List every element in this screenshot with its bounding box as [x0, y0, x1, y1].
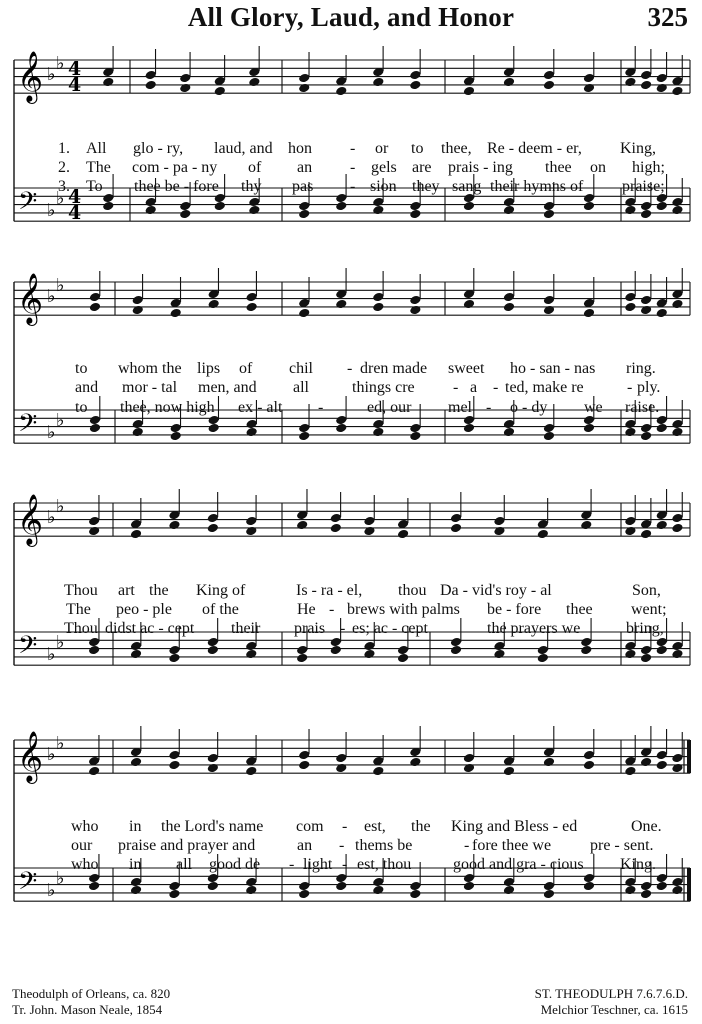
lyric-verse-1-line-3: Thou art the King of Is - ra - el, thou Da - vid's roy - al Son,: [64, 582, 661, 599]
note-head: [543, 431, 555, 442]
lyric-verse-2-line-1: 2. The com - pa - ny of an - gels are prais - ing thee on high;: [58, 159, 665, 176]
note-head: [102, 77, 114, 88]
note-head: [463, 423, 475, 434]
note-head: [493, 526, 505, 537]
note-head: [409, 80, 421, 91]
note-head: [179, 83, 191, 94]
note-head: [463, 201, 475, 212]
composer: Melchior Teschner, ca. 1615: [540, 1002, 688, 1017]
note-head: [503, 427, 515, 438]
note-head: [89, 423, 101, 434]
note-head: [245, 766, 257, 777]
note-head: [132, 305, 144, 316]
note-head: [503, 77, 515, 88]
bass-clef-icon: 𝄢: [18, 409, 38, 444]
hymn-number: 325: [647, 2, 688, 32]
note-head: [130, 885, 142, 896]
note-head: [640, 889, 652, 900]
note-head: [543, 80, 555, 91]
note-head: [640, 431, 652, 442]
note-head: [372, 205, 384, 216]
note-head: [671, 86, 683, 97]
time-signature: 4: [68, 74, 82, 96]
note-head: [179, 209, 191, 220]
note-head: [168, 520, 180, 531]
note-head: [335, 763, 347, 774]
note-head: [409, 431, 421, 442]
note-head: [624, 205, 636, 216]
note-head: [330, 523, 342, 534]
note-head: [207, 423, 219, 434]
note-head: [330, 645, 342, 656]
note-head: [214, 86, 226, 97]
note-head: [640, 529, 652, 540]
note-head: [640, 653, 652, 664]
note-head: [503, 885, 515, 896]
flat-icon: ♭: [47, 200, 56, 221]
note-head: [409, 209, 421, 220]
note-head: [130, 649, 142, 660]
note-head: [583, 423, 595, 434]
note-head: [88, 645, 100, 656]
note-head: [363, 526, 375, 537]
note-head: [170, 308, 182, 319]
note-head: [298, 760, 310, 771]
note-head: [463, 299, 475, 310]
note-head: [372, 77, 384, 88]
note-head: [245, 427, 257, 438]
note-head: [168, 889, 180, 900]
note-head: [624, 302, 636, 313]
note-head: [397, 653, 409, 664]
note-head: [583, 881, 595, 892]
note-head: [245, 885, 257, 896]
note-head: [88, 766, 100, 777]
note-head: [583, 308, 595, 319]
flat-icon: ♭: [56, 496, 65, 517]
note-head: [372, 885, 384, 896]
note-head: [640, 305, 652, 316]
note-head: [298, 308, 310, 319]
note-head: [89, 302, 101, 313]
note-head: [130, 529, 142, 540]
lyric-verse-2-line-4: our praise and prayer and an - thems be - fore thee we pre - sent.: [71, 837, 654, 854]
note-head: [207, 645, 219, 656]
note-head: [640, 757, 652, 768]
treble-clef-icon: 𝄞: [17, 273, 44, 324]
note-head: [248, 77, 260, 88]
bass-clef-icon: 𝄢: [18, 867, 38, 902]
credits-left: [12, 986, 170, 1018]
flat-icon: ♭: [56, 632, 65, 653]
flat-icon: ♭: [56, 188, 65, 209]
note-head: [583, 201, 595, 212]
note-head: [537, 529, 549, 540]
flat-icon: ♭: [47, 880, 56, 901]
flat-icon: ♭: [47, 286, 56, 307]
lyric-verse-1-line-4: who in the Lord's name com - est, the King and Bless - ed One.: [71, 818, 662, 835]
note-head: [335, 299, 347, 310]
note-head: [463, 881, 475, 892]
note-head: [335, 201, 347, 212]
flat-icon: ♭: [47, 744, 56, 765]
note-head: [656, 308, 668, 319]
note-head: [656, 201, 668, 212]
note-head: [583, 760, 595, 771]
note-head: [145, 80, 157, 91]
note-head: [298, 83, 310, 94]
bass-clef-icon: 𝄢: [18, 631, 38, 666]
note-head: [245, 649, 257, 660]
note-head: [296, 520, 308, 531]
note-head: [363, 649, 375, 660]
note-head: [132, 427, 144, 438]
note-head: [298, 209, 310, 220]
note-head: [640, 80, 652, 91]
note-head: [207, 299, 219, 310]
translator: Tr. John. Mason Neale, 1854: [12, 1002, 163, 1017]
note-head: [671, 427, 683, 438]
note-head: [409, 757, 421, 768]
note-head: [656, 881, 668, 892]
time-signature: 4: [68, 58, 82, 80]
note-head: [397, 529, 409, 540]
flat-icon: ♭: [47, 644, 56, 665]
note-head: [624, 526, 636, 537]
note-head: [537, 653, 549, 664]
note-head: [656, 83, 668, 94]
note-head: [624, 427, 636, 438]
time-signature: 4: [68, 202, 82, 224]
lyric-verse-1-line-1: 1. All glo - ry, laud, and hon - or to thee, Re - deem - er, King,: [58, 140, 656, 157]
note-head: [583, 83, 595, 94]
note-head: [671, 523, 683, 534]
note-head: [298, 889, 310, 900]
flat-icon: ♭: [56, 868, 65, 889]
note-head: [145, 205, 157, 216]
bass-clef-icon: 𝄢: [18, 187, 38, 222]
note-head: [543, 305, 555, 316]
note-head: [409, 889, 421, 900]
note-head: [207, 881, 219, 892]
note-head: [656, 520, 668, 531]
note-head: [88, 526, 100, 537]
note-head: [296, 653, 308, 664]
note-head: [463, 86, 475, 97]
note-head: [656, 423, 668, 434]
treble-clef-icon: 𝄞: [17, 731, 44, 782]
flat-icon: ♭: [56, 53, 65, 74]
note-head: [409, 305, 421, 316]
lyric-verse-3-line-4: who in all good de - light - est, thou good and gra - cious King.: [71, 856, 656, 873]
note-head: [214, 201, 226, 212]
tune-name: ST. THEODULPH 7.6.7.6.D.: [534, 986, 688, 1001]
note-head: [656, 645, 668, 656]
note-head: [671, 205, 683, 216]
note-head: [130, 757, 142, 768]
note-head: [671, 885, 683, 896]
treble-clef-icon: 𝄞: [17, 494, 44, 545]
note-head: [450, 523, 462, 534]
note-head: [624, 649, 636, 660]
note-head: [298, 431, 310, 442]
note-head: [207, 523, 219, 534]
lyric-verse-3-line-2: to thee, now high ex - alt - ed, our mel - o - dy we raise.: [75, 399, 660, 416]
lyric-verse-3-line-1: 3. To thee be - fore thy pas - sion they sang their hymns of praise;: [58, 178, 665, 195]
note-head: [640, 209, 652, 220]
note-head: [207, 763, 219, 774]
note-head: [335, 423, 347, 434]
note-head: [656, 760, 668, 771]
note-head: [170, 431, 182, 442]
note-head: [372, 427, 384, 438]
note-head: [543, 757, 555, 768]
flat-icon: ♭: [47, 507, 56, 528]
note-head: [671, 649, 683, 660]
text-author: Theodulph of Orleans, ca. 820: [12, 986, 171, 1001]
note-head: [450, 645, 462, 656]
note-head: [248, 205, 260, 216]
note-head: [624, 885, 636, 896]
flat-icon: ♭: [56, 275, 65, 296]
note-head: [503, 205, 515, 216]
note-head: [168, 653, 180, 664]
note-head: [543, 209, 555, 220]
note-head: [335, 881, 347, 892]
note-head: [463, 763, 475, 774]
note-head: [372, 766, 384, 777]
note-head: [503, 766, 515, 777]
note-head: [372, 302, 384, 313]
flat-icon: ♭: [56, 410, 65, 431]
note-head: [493, 649, 505, 660]
note-head: [102, 201, 114, 212]
note-head: [624, 77, 636, 88]
note-head: [335, 86, 347, 97]
note-head: [580, 645, 592, 656]
note-head: [88, 881, 100, 892]
note-head: [624, 766, 636, 777]
time-signature: 4: [68, 186, 82, 208]
note-head: [671, 763, 683, 774]
lyric-verse-2-line-2: and mor - tal men, and all things cre - a - ted, make re - ply.: [75, 379, 661, 396]
note-head: [245, 526, 257, 537]
lyric-verse-2-line-3: The peo - ple of the He - brews with palms be - fore thee went;: [66, 601, 667, 618]
flat-icon: ♭: [47, 64, 56, 85]
flat-icon: ♭: [56, 733, 65, 754]
note-head: [671, 299, 683, 310]
lyric-verse-1-line-2: to whom the lips of chil - dren made sweet ho - san - nas ring.: [75, 360, 656, 377]
flat-icon: ♭: [47, 422, 56, 443]
treble-clef-icon: 𝄞: [17, 51, 44, 102]
credits-right: [535, 986, 688, 1018]
note-head: [245, 302, 257, 313]
note-head: [503, 302, 515, 313]
hymn-title: All Glory, Laud, and Honor: [187, 2, 515, 32]
lyric-verse-3-line-3: Thou didst ac - cept their prais - es; ac - cept the prayers we bring,: [64, 620, 664, 637]
note-head: [580, 520, 592, 531]
note-head: [543, 889, 555, 900]
note-head: [168, 760, 180, 771]
